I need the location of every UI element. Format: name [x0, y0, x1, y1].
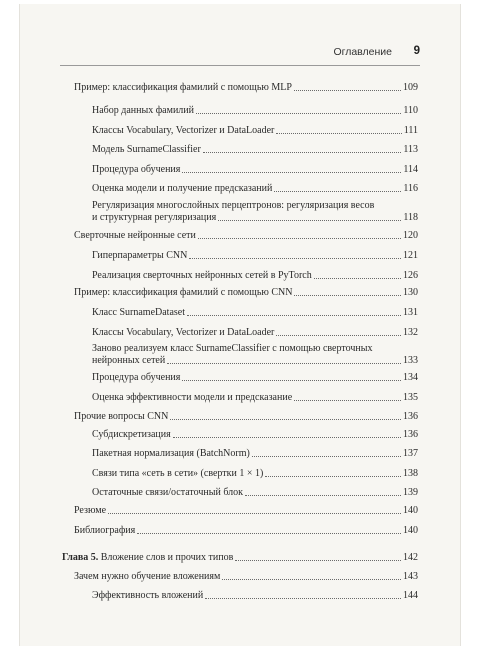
running-header	[20, 46, 460, 60]
toc-entry-cnn-pytorch: Реализация сверточных нейронных сетей в PyTorch 126	[92, 270, 418, 281]
toc-entry-cnn-example: Пример: классификация фамилий с помощью CNN 130	[74, 287, 418, 298]
toc-entry-cnn-hyperparameters: Гиперпараметры CNN 121	[92, 250, 418, 261]
toc-entry-cnn: Сверточные нейронные сети 120	[74, 230, 418, 241]
header-page-number: 9	[413, 45, 420, 57]
chapter-label: Глава 5.	[62, 552, 99, 563]
toc-entry-vocabulary-classes: Классы Vocabulary, Vectorizer и DataLoader 111	[92, 125, 418, 136]
toc-entry-why-embeddings: Зачем нужно обучение вложениям 143	[74, 571, 418, 582]
toc-entry-model-evaluation: Оценка модели и получение предсказаний 116	[92, 183, 418, 194]
toc-entry-training-procedure: Процедура обучения 114	[92, 164, 418, 175]
toc-entry-residual: Остаточные связи/остаточный блок 139	[92, 487, 418, 498]
chapter-title: Вложение слов и прочих типов	[98, 552, 234, 563]
toc-entry-regularization: Регуляризация многослойных перцептронов: регуляризация весов и структурная регуляризация 118	[92, 200, 418, 223]
toc-entry-surname-classifier: Модель SurnameClassifier 113	[92, 144, 418, 155]
book-page	[19, 4, 461, 646]
header-title: Оглавление	[333, 46, 392, 58]
toc-entry-model-efficiency: Оценка эффективности модели и предсказание 135	[92, 392, 418, 403]
toc-entry-pooling: Субдискретизация 136	[92, 429, 418, 440]
toc-entry-surname-dataset-class: Класс SurnameDataset 131	[92, 307, 418, 318]
toc-entry-vocabulary-classes-2: Классы Vocabulary, Vectorizer и DataLoader 132	[92, 327, 418, 338]
toc-entry-other-cnn: Прочие вопросы CNN 136	[74, 411, 418, 422]
toc-entry-training-procedure-2: Процедура обучения 134	[92, 372, 418, 383]
toc-entry-bibliography: Библиография 140	[74, 525, 418, 536]
toc-entry-summary: Резюме 140	[74, 505, 418, 516]
toc-entry-reimplement-classifier: Заново реализуем класс SurnameClassifier с помощью сверточных нейронных сетей 133	[92, 343, 418, 366]
toc-entry-surname-dataset: Набор данных фамилий 110	[92, 105, 418, 116]
toc-entry-network-in-network: Связи типа «сеть в сети» (свертки 1 × 1) 138	[92, 468, 418, 479]
toc-entry-embedding-efficiency: Эффективность вложений 144	[92, 590, 418, 601]
toc-entry-chapter-5: Глава 5. Вложение слов и прочих типов 142	[62, 552, 418, 563]
toc-entry-batchnorm: Пакетная нормализация (BatchNorm) 137	[92, 448, 418, 459]
toc-entry-mlp-example: Пример: классификация фамилий с помощью MLP 109	[74, 82, 418, 93]
header-rule	[60, 65, 420, 66]
